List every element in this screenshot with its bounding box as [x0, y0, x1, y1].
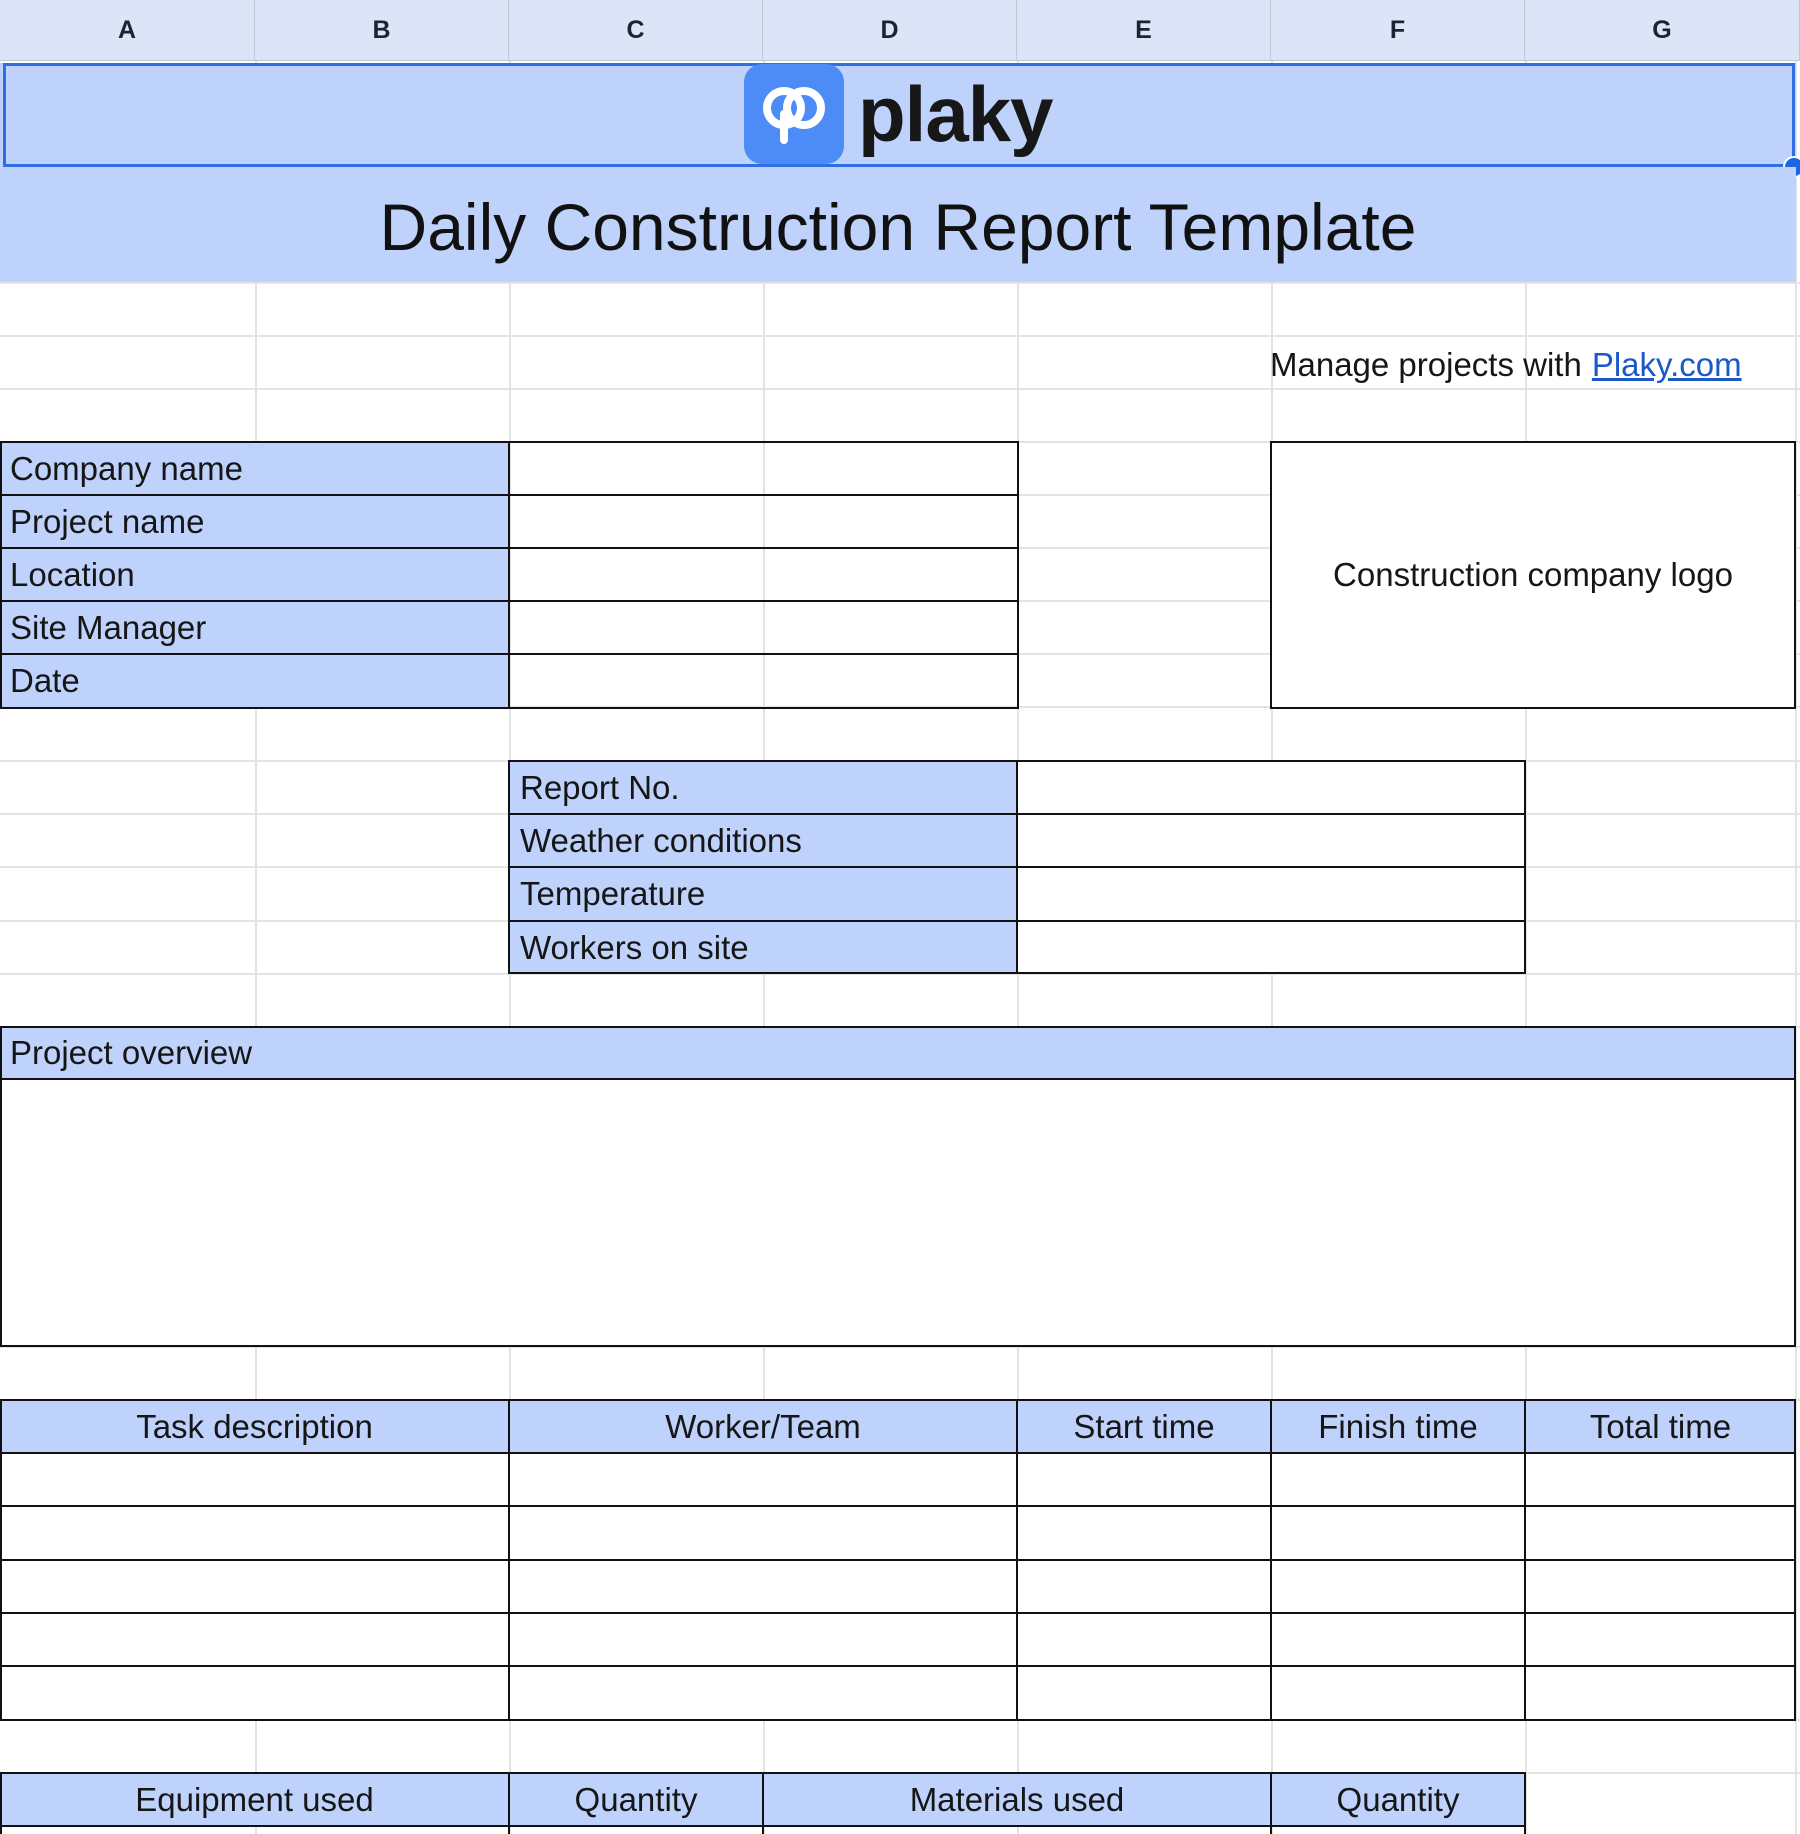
table-row[interactable] [0, 1614, 1796, 1665]
label-weather-conditions: Weather conditions [520, 821, 802, 859]
header-equipment-quantity: Quantity [574, 1780, 698, 1818]
header-equipment-used: Equipment used [135, 1780, 374, 1818]
logo-placeholder-text: Construction company logo [1333, 556, 1733, 593]
header-total-time: Total time [1589, 1407, 1732, 1445]
promo-text: Manage projects with [1270, 346, 1582, 383]
header-task-description: Task description [136, 1407, 373, 1445]
label-site-manager: Site Manager [10, 608, 207, 646]
input-site-manager[interactable] [511, 602, 1017, 653]
label-workers-on-site: Workers on site [520, 928, 749, 966]
plaky-link[interactable]: Plaky.com [1591, 346, 1742, 383]
table-row[interactable] [0, 1507, 1796, 1559]
plaky-logo-icon [744, 64, 844, 164]
project-overview-label: Project overview [10, 1034, 253, 1071]
column-header-b[interactable]: B [255, 0, 509, 61]
promo-line [1270, 338, 1742, 392]
input-date[interactable] [511, 655, 1017, 706]
label-location: Location [10, 555, 135, 593]
label-date: Date [10, 661, 80, 699]
header-materials-quantity: Quantity [1336, 1780, 1460, 1818]
table-row[interactable] [0, 1561, 1796, 1612]
column-header-a[interactable]: A [0, 0, 255, 61]
input-location[interactable] [511, 549, 1017, 600]
header-worker-team: Worker/Team [665, 1407, 861, 1445]
input-report-no[interactable] [1019, 762, 1524, 813]
label-project-name: Project name [10, 502, 205, 540]
header-materials-used: Materials used [909, 1780, 1125, 1818]
page-title: Daily Construction Report Template [379, 190, 1417, 264]
brand-wordmark: plaky [858, 69, 1053, 158]
input-company-name[interactable] [511, 443, 1017, 494]
column-header-c[interactable]: C [509, 0, 763, 61]
column-header-d[interactable]: D [763, 0, 1017, 61]
column-header-e[interactable]: E [1017, 0, 1271, 61]
input-temperature[interactable] [1019, 868, 1524, 920]
input-workers-on-site[interactable] [1019, 922, 1524, 973]
label-report-no: Report No. [520, 768, 680, 806]
input-weather-conditions[interactable] [1019, 815, 1524, 866]
label-temperature: Temperature [520, 875, 706, 912]
table-row[interactable] [0, 1454, 1796, 1505]
column-header-g[interactable]: G [1525, 0, 1800, 61]
column-header-f[interactable]: F [1271, 0, 1525, 61]
table-row[interactable] [0, 1667, 1796, 1719]
label-company-name: Company name [10, 449, 243, 487]
header-finish-time: Finish time [1318, 1407, 1478, 1445]
header-start-time: Start time [1073, 1407, 1215, 1445]
input-project-name[interactable] [511, 496, 1017, 547]
